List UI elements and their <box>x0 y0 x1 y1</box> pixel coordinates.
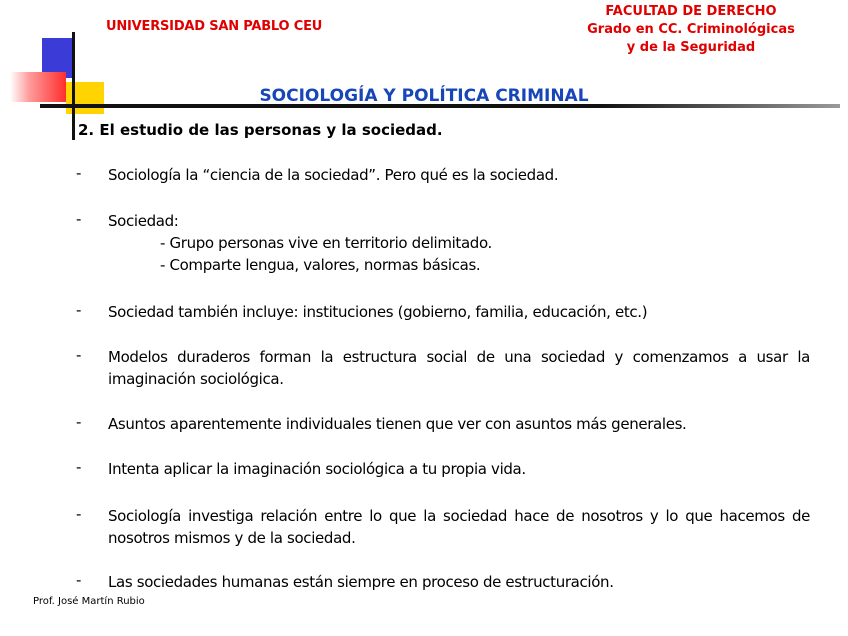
faculty-header <box>548 3 834 57</box>
sub-bullet: - Comparte lengua, valores, normas básicas. <box>160 256 481 274</box>
slide-title: SOCIOLOGÍA Y POLÍTICA CRIMINAL <box>259 86 589 106</box>
university-name: UNIVERSIDAD SAN PABLO CEU <box>106 19 323 34</box>
bullet-dash: - <box>76 571 82 589</box>
bullet-dash: - <box>76 346 82 364</box>
bullet-dash: - <box>76 210 82 228</box>
faculty-line: Grado en CC. Criminológicas <box>587 22 795 37</box>
faculty-line: y de la Seguridad <box>626 40 756 55</box>
section-heading: 2. El estudio de las personas y la sociedad. <box>78 121 443 139</box>
bullet-dash: - <box>76 301 82 319</box>
faculty-line: FACULTAD DE DERECHO <box>605 4 777 19</box>
bullet-text: Sociología investiga relación entre lo que la sociedad hace de nosotros y lo que hacemos de nosotros mismos y de la sociedad. <box>108 507 810 547</box>
bullet-text: Sociedad también incluye: instituciones (gobierno, familia, educación, etc.) <box>108 303 648 321</box>
footer-author: Prof. José Martín Rubio <box>33 596 145 607</box>
bullet-text: Las sociedades humanas están siempre en proceso de estructuración. <box>108 573 614 591</box>
bullet-text-group <box>108 210 810 276</box>
bullet-text: Sociología la “ciencia de la sociedad”. Pero qué es la sociedad. <box>108 166 559 184</box>
bullet-text: Modelos duraderos forman la estructura social de una sociedad y comenzamos a usar la imaginación sociológica. <box>108 348 810 388</box>
bullet-text: Intenta aplicar la imaginación sociológica a tu propia vida. <box>108 460 526 478</box>
bullet-dash: - <box>76 505 82 523</box>
bullet-dash: - <box>76 458 82 476</box>
sub-bullet: - Grupo personas vive en territorio delimitado. <box>160 234 492 252</box>
bullet-text: Sociedad: <box>108 212 179 230</box>
bullet-text: Asuntos aparentemente individuales tienen que ver con asuntos más generales. <box>108 415 687 433</box>
bullet-dash: - <box>76 164 82 182</box>
bullet-dash: - <box>76 413 82 431</box>
